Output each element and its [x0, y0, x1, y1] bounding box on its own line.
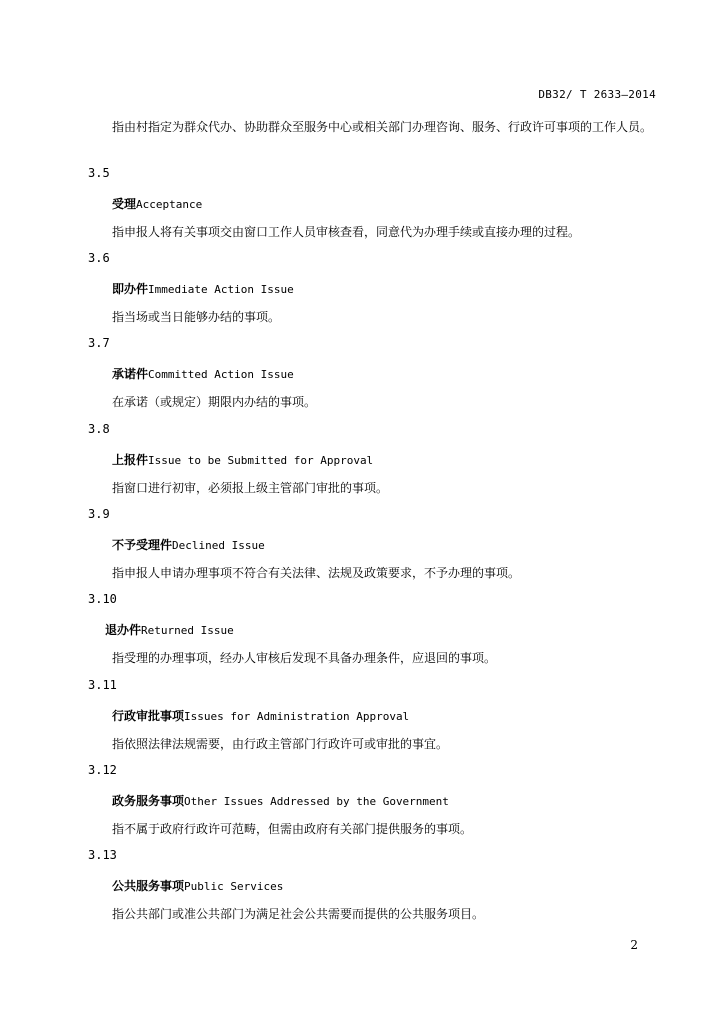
clause-number: 3.11 — [88, 678, 117, 692]
term-english: Issues for Administration Approval — [184, 710, 410, 723]
term-chinese: 承诺件 — [112, 367, 149, 381]
term-english: Returned Issue — [141, 624, 234, 637]
term-english: Acceptance — [136, 198, 203, 211]
term-definition: 在承诺（或规定）期限内办结的事项。 — [112, 395, 317, 409]
term-chinese: 行政审批事项 — [112, 709, 185, 723]
term-chinese: 不予受理件 — [112, 538, 173, 552]
term-definition: 指申报人申请办理事项不符合有关法律、法规及政策要求，不予办理的事项。 — [112, 566, 521, 580]
term-definition: 指窗口进行初审，必须报上级主管部门审批的事项。 — [112, 481, 389, 495]
term-chinese: 公共服务事项 — [112, 879, 185, 893]
term-title — [112, 536, 668, 554]
term-english: Public Services — [184, 880, 284, 893]
term-entry-3-9 — [88, 507, 668, 582]
term-definition: 指申报人将有关事项交由窗口工作人员审核查看，同意代为办理手续或直接办理的过程。 — [112, 225, 581, 239]
clause-number: 3.12 — [88, 763, 117, 777]
term-title — [112, 195, 668, 213]
term-title — [105, 621, 668, 639]
term-entry-3-11 — [88, 678, 668, 753]
page-number: 2 — [630, 938, 638, 952]
term-title — [112, 792, 668, 810]
term-definition: 指受理的办理事项，经办人审核后发现不具备办理条件，应退回的事项。 — [112, 651, 497, 665]
term-title — [112, 280, 668, 298]
term-title — [112, 451, 668, 469]
term-entry-3-12 — [88, 763, 668, 838]
term-english: Declined Issue — [172, 539, 265, 552]
term-chinese: 即办件 — [112, 282, 149, 296]
term-title — [112, 707, 668, 725]
clause-number: 3.6 — [88, 251, 110, 265]
intro-definition-text: 指由村指定为群众代办、协助群众至服务中心或相关部门办理咨询、服务、行政许可事项的工作人员。 — [112, 120, 653, 134]
clause-number: 3.5 — [88, 166, 110, 180]
term-chinese: 上报件 — [112, 453, 149, 467]
term-definition: 指公共部门或准公共部门为满足社会公共需要而提供的公共服务项目。 — [112, 907, 485, 921]
term-title — [112, 877, 668, 895]
term-title — [112, 365, 668, 383]
term-chinese: 退办件 — [105, 623, 142, 637]
term-entry-3-8 — [88, 422, 668, 497]
clause-number: 3.8 — [88, 422, 110, 436]
term-definition: 指依照法律法规需要，由行政主管部门行政许可或审批的事宜。 — [112, 737, 449, 751]
term-english: Committed Action Issue — [148, 368, 294, 381]
term-english: Immediate Action Issue — [148, 283, 294, 296]
clause-number: 3.13 — [88, 848, 117, 862]
term-chinese: 政务服务事项 — [112, 794, 185, 808]
document-code-header: DB32/ T 2633—2014 — [538, 88, 656, 101]
term-english: Issue to be Submitted for Approval — [148, 454, 374, 467]
term-entry-3-7 — [88, 336, 668, 411]
term-entry-3-10 — [88, 592, 668, 667]
term-entry-3-6 — [88, 251, 668, 326]
clause-number: 3.7 — [88, 336, 110, 350]
term-entry-3-13 — [88, 848, 668, 923]
term-english: Other Issues Addressed by the Government — [184, 795, 449, 808]
term-definition: 指当场或当日能够办结的事项。 — [112, 310, 281, 324]
term-definition: 指不属于政府行政许可范畴，但需由政府有关部门提供服务的事项。 — [112, 822, 473, 836]
clause-number: 3.9 — [88, 507, 110, 521]
clause-number: 3.10 — [88, 592, 117, 606]
term-entry-3-5 — [88, 166, 668, 241]
term-chinese: 受理 — [112, 197, 137, 211]
